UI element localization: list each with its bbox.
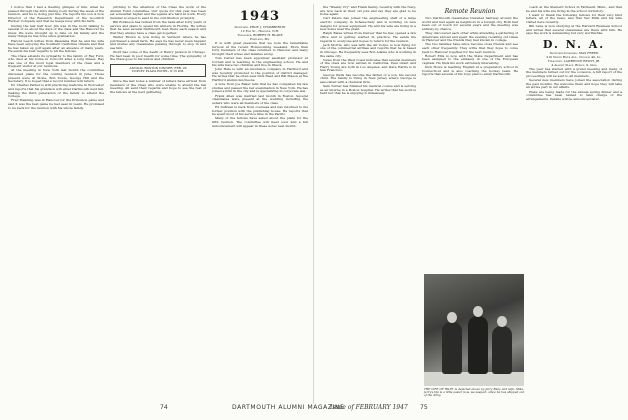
right-page <box>320 6 622 402</box>
paragraph: The Class extends its sympathy to the family of Ray Ford, who died at his home in Concord after a long illness. Ray was one of the most loyal members of the class and a frequent visitor at our reunions. <box>8 53 104 69</box>
photo-caption: THE LIFE OF RILEY is depicted above by Jerry Riley and wife, Mike, Jerry's life is a little easier now, we suspect, since he has shipped out of the Army. <box>424 387 524 398</box>
publication-name: DARTMOUTH ALUMNI MAGAZINE <box>232 404 345 411</box>
left-column-2 <box>110 6 206 400</box>
paragraph: Bill Robinson has retired from the bank after forty years of service and plans to spend his winters in Florida. He writes that he sees several Dartmouth men there each season and that they always have a class get-together. <box>110 19 206 35</box>
paragraph: Carl Peters has joined the engineering staff of a large electric company in Schenectady and is working on new designs for power equipment. He and his wife are living in a new home near the plant. <box>320 16 416 32</box>
paragraph: Many of the fellows have asked about the plans for the fifth reunion. The committee will meet soon and a full announcement will appear in these notes next month. <box>212 116 308 128</box>
paragraph: Dick Howe is teaching English at a preparatory school in Connecticut and is also coaching the hockey team. He reports that several of his boys plan to enter Dartmouth. <box>422 65 518 77</box>
class-year-heading: 1943 <box>239 9 281 24</box>
page-gutter <box>313 4 314 404</box>
paragraph: I want to thank the following fellows for their very kind letters, all of the news, and that Ted Mills and his wife visited here recently. <box>526 12 622 24</box>
secretary-byline: Secretary-Chairman, MAX FREED <box>549 50 599 55</box>
right-column-1 <box>320 6 416 400</box>
paragraph: They discovered each other while attending a gathering of Americans abroad and spent the evening recalling old times in Hanover and the friends they had known in college. <box>422 30 518 43</box>
paragraph: The year has started with a grand meeting and many of the members turned out for the occasion. A full report of the proceedings will be sent to all members. <box>526 66 622 79</box>
treasurer-byline: Treasurer, LAWRENCE REICH, JR. <box>547 58 601 63</box>
paragraph: Frank Allen was married last month in Boston. Several classmates were present at the wedding including the ushers who were all members of the class. <box>212 93 308 105</box>
paragraph: Several new members have joined the association during the past months. We welcome them and hope they will take an active part in our affairs. <box>526 78 622 90</box>
paragraph: Walter Brown is now living in Vermont where he has purchased a small farm. He says he has never been happier and invites any classmates passing through to stop in and see him. <box>110 34 206 50</box>
paragraph: Harold Leach writes from Pasadena that he and his wife have been enjoying the Southern California climate and that he has taken up golf again after an absence of many years. He sends his best regards to all the fellows. <box>8 38 104 54</box>
treasurer-address: 4 Almont Place, Bexley, 9, Ohio <box>551 62 597 67</box>
photo-figure <box>492 326 512 374</box>
paragraph: Ralph Bates writes from Denver that he has opened a law office and is getting started in practice. He sends his regards to everyone and hopes to return for the reunion. <box>320 31 416 43</box>
paragraph: Word has come of the death of Henry Jackson in Chicago. He had been in poor health for some time. The sympathy of the Class goes to his widow and children. <box>110 49 206 62</box>
left-page <box>8 6 308 402</box>
notice-line: ANNUAL BOSTON DINNER, FEB. 26 <box>129 65 187 70</box>
photo-ground <box>424 372 524 386</box>
issue-date: Issue of FEBRUARY 1947 <box>330 404 408 411</box>
dna-heading: D. N. A. <box>542 37 606 51</box>
paragraph: During the last half hour Jim was in the room talking to several of us about the days of the class and the Hanover he knew. We were brought up to date on his family and the many things he has done since graduation. <box>8 23 104 39</box>
paragraph: A note from Joe Baker tells that he has completed his law studies and passed the bar examination in New York. He has joined a firm in the city and is specializing in corporate law. <box>212 82 308 94</box>
paragraph: Bill Lane is now studying at the Harvard Business School and writes that several classmates are there with him. He says the work is demanding but very worthwhile. <box>526 24 622 36</box>
paragraph: Since the last notes a number of letters have arrived from members of the Class who were unable to attend the fall meeting. All send their regards and hope to see the rest of the fellows at the next gathering. <box>110 79 206 95</box>
right-column-2 <box>422 6 518 264</box>
photo-face <box>497 316 507 327</box>
notice-line: COPLEY PLAZA HOTEL, 6:15 P.M. <box>131 69 185 74</box>
left-column-1 <box>8 6 104 400</box>
photo-face <box>447 312 457 323</box>
right-column-3 <box>526 6 622 400</box>
left-column-3 <box>212 6 308 400</box>
secretary-byline: Secretary, PROF. J. CHAMBERLIN <box>234 25 286 29</box>
photo-face <box>473 306 483 317</box>
paragraph: Two Dartmouth classmates travelled half-way around the world and met again as neighbors in a foreign city. Both had been out of touch for several years and the meeting was entirely by chance. <box>422 16 518 31</box>
paragraph: Sam Turner has finished his medical course and is serving as an interne in a Boston hospital. He writes that his work is hard but that he is enjoying it immensely. <box>320 84 416 96</box>
paragraph: Dr. Charles Parker is still practicing medicine in Worcester and reports that his grandson will enter Dartmouth next fall, making the third generation of the family to attend the College. <box>8 83 104 99</box>
paragraph: I notice that I had a fleeting glimpse of him, when he passed through the Inn's dining room during the week of the reunion, and he is doing just fine. He reports his son is now Director of the Research Department of the Goodrich Rubber Company and that he keeps busy with his farm. <box>8 6 104 24</box>
right-page-number: 75 <box>420 404 428 411</box>
photo-figure <box>442 322 462 374</box>
paragraph: coach at the Steinerd School in Faribault, Minn., and that he and his wife are living in the school dormitory. <box>526 6 622 13</box>
secretary-address: 12 Elm St., Hanover, N.H. <box>240 28 280 33</box>
paragraph: Tom Carter has been appointed assistant professor at Cornell and is teaching in the engineering school. He and his wife have two children and live in Ithaca. <box>212 55 308 68</box>
paragraph: the "Weekly Cry" and Frank Kenny, recently with the Navy, are now back at their old jobs and say they are glad to be home again. <box>320 6 416 17</box>
paragraph: John Hale is with an insurance company in Hartford and was recently promoted to the position of district manager. He writes that he often sees Dick Reed and Bill Mason at the Hartford alumni luncheons. <box>212 67 308 83</box>
paragraph: George Wells has become the father of a son, his second child. The family is living in New Jersey where George is associated with a chemical firm. <box>320 72 416 84</box>
section-heading: Remote Reunion <box>444 8 496 15</box>
paragraph: Robert Ellis is now with the State Department and has been assigned to the embassy in one of the European capitals. He finds his work extremely interesting. <box>422 53 518 65</box>
paragraph: Plans are being made for the annual spring dinner and a committee has been named to take charge of the arrangements. Details will be announced later. <box>526 89 622 101</box>
left-page-number: 74 <box>160 404 168 411</box>
photo-figure <box>468 316 488 374</box>
treasurer-byline: Treasurer, ROBERT H. BLAKE <box>237 32 283 37</box>
class-photo <box>424 274 524 386</box>
dinner-notice-box <box>110 64 206 78</box>
paragraph: Fred Manning was in Hanover for the Princeton game and said it was the best game he had seen in years. He promised to be back for the reunion with his whole family. <box>8 98 104 110</box>
secretary-address: 210 North River Ave., Chicago 40, Ill. <box>546 54 602 59</box>
paragraph: pitching to the attention of the Class the work of the Alumni Fund committee. Our quota for this year has been set somewhat higher and the agents are hard at work. Every member is urged to send in his contribution promptly. <box>110 6 206 20</box>
paragraph: The two families have since become close friends and see each other frequently. They write that they hope to come back to Hanover together for the next reunion. <box>422 42 518 54</box>
treasurer-address: Portland, Me. <box>250 36 270 41</box>
paragraph: At the meeting in New York last month the committee discussed plans for the coming reunion in June. Those present were Al Stone, Bob Towle, George Hill and the Secretary. It is hoped that a record number will return. <box>8 68 104 84</box>
paragraph: News from the West Coast indicates that several members of the class are now settled in California. Paul Grant and Harry Young are both in Los Angeles, and Dave Harris is in San Francisco. <box>320 57 416 73</box>
paragraph: Ed Sullivan is back from overseas and has returned to his former position with the publishing house. He reports that he spent most of his service time in the Pacific. <box>212 105 308 117</box>
paragraph: It is with great pleasure that we note the remarkable turnout at the recent Homecoming weekend. More than forty members of the class returned to Hanover and many brought their wives and families along. <box>212 40 308 56</box>
paragraph: Jack Morris, who was with the Air Corps, is now flying for one of the commercial airlines and reports that he is based in Chicago. He frequently sees Bob Adams who is working in the same city. <box>320 42 416 58</box>
